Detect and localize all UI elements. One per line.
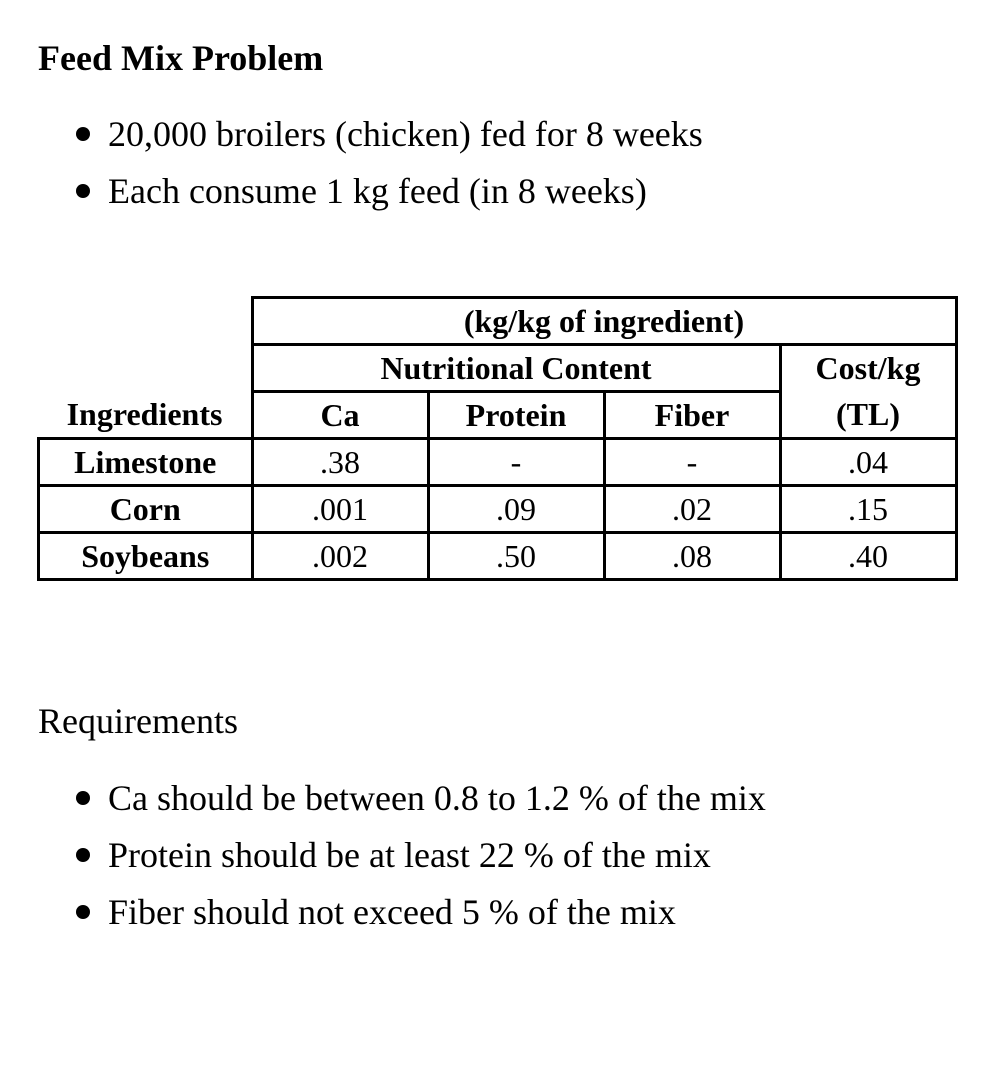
cost-value: .40 — [780, 533, 956, 580]
cost-header-unit: (TL) — [780, 392, 956, 439]
cost-value: .04 — [780, 439, 956, 486]
requirement-item — [0, 827, 766, 884]
table-header-row — [39, 345, 957, 392]
ingredient-name: Limestone — [39, 439, 253, 486]
bullet-icon — [76, 127, 90, 141]
table-row — [39, 439, 957, 486]
cost-header-line1: Cost/kg — [815, 350, 921, 387]
requirement-text: Ca should be between 0.8 to 1.2 % of the mix — [108, 778, 766, 818]
nutritional-content-header: Nutritional Content — [252, 345, 780, 392]
intro-bullet-item — [0, 106, 703, 163]
bullet-icon — [76, 905, 90, 919]
column-header-protein: Protein — [428, 392, 604, 439]
requirement-text: Protein should be at least 22 % of the mix — [108, 835, 711, 875]
bullet-icon — [76, 184, 90, 198]
requirement-item — [0, 770, 766, 827]
protein-value: .50 — [428, 533, 604, 580]
feed-mix-table — [37, 296, 958, 581]
requirements-heading: Requirements — [38, 701, 238, 741]
column-header-ca: Ca — [252, 392, 428, 439]
requirement-item — [0, 884, 766, 941]
table-row — [39, 533, 957, 580]
ingredient-name: Soybeans — [39, 533, 253, 580]
fiber-value: .02 — [604, 486, 780, 533]
intro-bullet-item — [0, 163, 703, 220]
unit-header: (kg/kg of ingredient) — [252, 298, 956, 345]
page-title: Feed Mix Problem — [38, 38, 324, 78]
table-header-row — [39, 298, 957, 345]
empty-corner-cell — [39, 298, 253, 345]
table-header-row — [39, 392, 957, 439]
bullet-icon — [76, 791, 90, 805]
protein-value: - — [428, 439, 604, 486]
requirements-list — [0, 770, 766, 941]
column-header-fiber: Fiber — [604, 392, 780, 439]
bullet-icon — [76, 848, 90, 862]
fiber-value: - — [604, 439, 780, 486]
table-row — [39, 486, 957, 533]
intro-bullet-list — [0, 106, 703, 220]
protein-value: .09 — [428, 486, 604, 533]
empty-corner-cell — [39, 345, 253, 392]
cost-header — [780, 345, 956, 392]
fiber-value: .08 — [604, 533, 780, 580]
intro-bullet-text: Each consume 1 kg feed (in 8 weeks) — [108, 171, 647, 211]
cost-value: .15 — [780, 486, 956, 533]
ingredient-name: Corn — [39, 486, 253, 533]
ca-value: .38 — [252, 439, 428, 486]
ingredients-header: Ingredients — [66, 395, 223, 432]
ca-value: .002 — [252, 533, 428, 580]
intro-bullet-text: 20,000 broilers (chicken) fed for 8 weeks — [108, 114, 703, 154]
requirement-text: Fiber should not exceed 5 % of the mix — [108, 892, 676, 932]
ca-value: .001 — [252, 486, 428, 533]
